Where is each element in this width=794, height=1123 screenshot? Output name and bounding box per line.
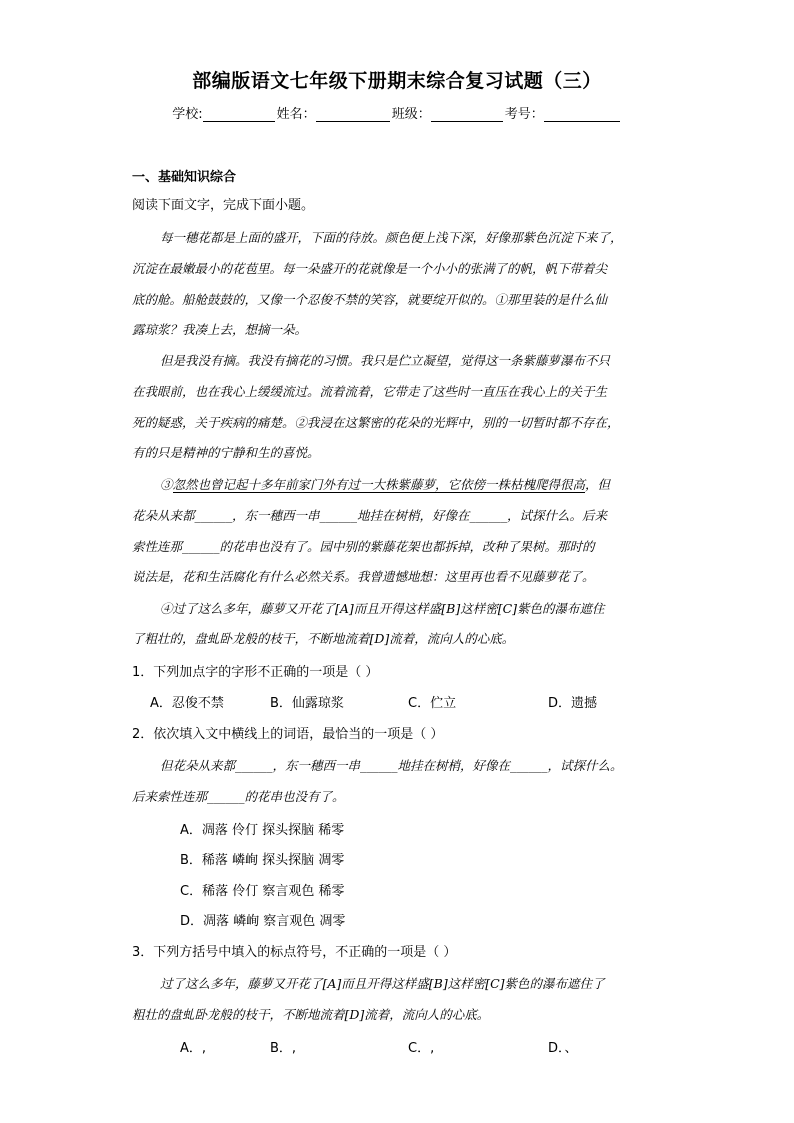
passage-line: 但是我没有摘。我没有摘花的习惯。我只是伫立凝望，觉得这一条紫藤萝瀑布不只 — [160, 353, 611, 368]
q1-option-c[interactable]: C．伫立 — [408, 696, 457, 711]
q2-option-a[interactable]: A．凋落 伶仃 探头探脑 稀零 — [180, 823, 345, 838]
q2-option-d[interactable]: D．凋落 嶙峋 察言观色 凋零 — [180, 914, 346, 929]
school-label: 学校: — [172, 107, 203, 122]
passage-line: 每一穗花都是上面的盛开，下面的待放。颜色便上浅下深，好像那紫色沉淀下来了， — [160, 230, 623, 245]
exam-no-label: 考号： — [504, 107, 544, 122]
q2-option-b[interactable]: B．稀落 嶙峋 探头探脑 凋零 — [180, 853, 345, 868]
section-instruction: 阅读下面文字，完成下面小题。 — [132, 198, 315, 213]
underlined-sentence: 忽然也曾记起十多年前家门外有过一大株紫藤萝，它依傍一株枯槐爬得很高 — [172, 477, 586, 492]
passage-line: 了粗壮的，盘虬卧龙般的枝干，不断地流着[D]流着，流向人的心底。 — [132, 631, 515, 646]
q3-option-d[interactable]: D．、 — [548, 1041, 578, 1056]
passage-line: 在我眼前，也在我心上缓缓流过。流着流着，它带走了这些时一直压在我心上的关于生 — [132, 384, 608, 399]
page-title: 部编版语文七年级下册期末综合复习试题（三） — [192, 70, 602, 92]
passage-line: 露琼浆？我凑上去，想摘一朵。 — [132, 322, 308, 337]
question-1-stem: 1．下列加点字的字形不正确的一项是（ ） — [132, 665, 379, 680]
q3-option-a[interactable]: A．, — [180, 1041, 207, 1056]
question-2-stem: 2．依次填入文中横线上的词语，最恰当的一项是（ ） — [132, 727, 444, 742]
class-label: 班级： — [391, 107, 431, 122]
section-heading: 一、基础知识综合 — [132, 170, 237, 185]
q1-option-b[interactable]: B．仙露琼浆 — [270, 696, 344, 711]
q1-option-a[interactable]: A．忍俊不禁 — [150, 696, 224, 711]
q3-option-b[interactable]: B．, — [270, 1041, 297, 1056]
q2-quote-line: 后来索性连那______的花串也没有了。 — [132, 789, 345, 804]
passage-line: 花朵从来都______，东一穗西一串______地挂在树梢，好像在______，试探什么。后来 — [132, 508, 608, 523]
passage-line: ③忽然也曾记起十多年前家门外有过一大株紫藤萝，它依傍一株枯槐爬得很高，但 — [160, 477, 611, 492]
exam-no-field[interactable] — [544, 107, 620, 122]
q2-quote-line: 但花朵从来都______，东一穗西一串______地挂在树梢，好像在______，试探什么。 — [160, 758, 623, 773]
passage-line: 底的舱。船舱鼓鼓的，又像一个忍俊不禁的笑容，就要绽开似的。①那里装的是什么仙 — [132, 292, 608, 307]
q3-quote-line: 过了这么多年，藤萝又开花了[A]而且开得这样盛[B]这样密[C]紫色的瀑布遮住了 — [160, 976, 605, 991]
q3-option-c[interactable]: C．, — [408, 1041, 435, 1056]
q3-quote-line: 粗壮的盘虬卧龙般的枝干，不断地流着[D]流着，流向人的心底。 — [132, 1007, 490, 1022]
question-3-stem: 3．下列方括号中填入的标点符号，不正确的一项是（ ） — [132, 945, 457, 960]
passage-line: 死的疑惑，关于疾病的痛楚。②我浸在这繁密的花朵的光辉中，别的一切暂时都不存在， — [132, 415, 620, 430]
passage-line: 沉淀在最嫩最小的花苞里。每一朵盛开的花就像是一个小小的张满了的帆，帆下带着尖 — [132, 261, 608, 276]
class-field[interactable] — [431, 107, 503, 122]
passage-line: ④过了这么多年，藤萝又开花了[A]而且开得这样盛[B]这样密[C]紫色的瀑布遮住 — [160, 601, 605, 616]
name-label: 姓名： — [276, 107, 316, 122]
q2-option-c[interactable]: C．稀落 伶仃 察言观色 稀零 — [180, 884, 345, 899]
sentence-marker: ③ — [160, 477, 173, 492]
passage-line: 索性连那______的花串也没有了。园中别的紫藤花架也都拆掉，改种了果树。那时的 — [132, 539, 595, 554]
passage-line: 有的只是精神的宁静和生的喜悦。 — [132, 445, 320, 460]
passage-line: 说法是，花和生活腐化有什么必然关系。我曾遗憾地想：这里再也看不见藤萝花了。 — [132, 569, 595, 584]
school-field[interactable] — [203, 107, 275, 122]
q1-option-d[interactable]: D．遗撼 — [548, 696, 598, 711]
student-info-line — [0, 103, 794, 122]
name-field[interactable] — [316, 107, 390, 122]
